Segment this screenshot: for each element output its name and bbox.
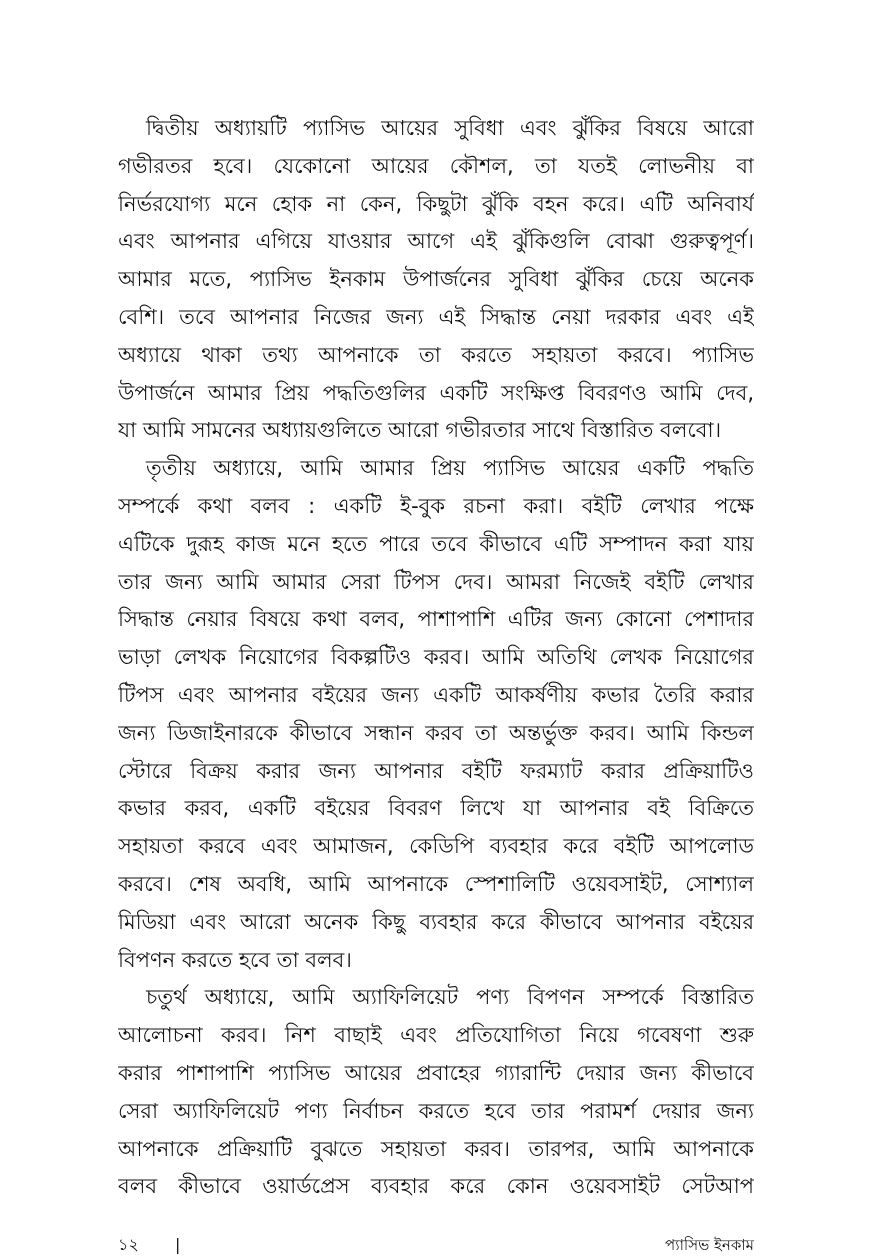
text-line: নির্ভরযোগ্য মনে হোক না কেন, কিছুটা ঝুঁকি বহন করে। এটি অনিবার্য <box>118 191 754 216</box>
text-line: আলোচনা করব। নিশ বাছাই এবং প্রতিযোগিতা নিয়ে গবেষণা শুরু <box>118 1023 754 1048</box>
text-line: বলব কীভাবে ওয়ার্ডপ্রেস ব্যবহার করে কোন ওয়েবসাইট সেটআপ <box>118 1174 754 1199</box>
text-line: তার জন্য আমি আমার সেরা টিপস দেব। আমরা নিজেই বইটি লেখার <box>118 569 754 594</box>
running-title: প্যাসিভ ইনকাম <box>665 1236 754 1254</box>
text-line: এবং আপনার এগিয়ে যাওয়ার আগে এই ঝুঁকিগুলি বোঝা গুরুত্বপূর্ণ। <box>118 229 754 254</box>
text-line: কভার করব, একটি বইয়ের বিবরণ লিখে যা আপনার বই বিক্রিতে <box>118 796 754 821</box>
paragraph-chapter-three <box>118 450 754 979</box>
text-line: তৃতীয় অধ্যায়ে, আমি আমার প্রিয় প্যাসিভ আয়ের একটি পদ্ধতি <box>146 456 754 481</box>
page-number: ১২ <box>118 1235 139 1254</box>
text-line: চতুর্থ অধ্যায়ে, আমি অ্যাফিলিয়েট পণ্য বিপণন সম্পর্কে বিস্তারিত <box>146 985 754 1010</box>
text-line: এটিকে দুরূহ কাজ মনে হতে পারে তবে কীভাবে এটি সম্পাদন করা যায় <box>118 531 754 556</box>
text-line: সেরা অ্যাফিলিয়েট পণ্য নির্বাচন করতে হবে তার পরামর্শ দেয়ার জন্য <box>118 1098 754 1123</box>
text-line: মিডিয়া এবং আরো অনেক কিছু ব্যবহার করে কীভাবে আপনার বইয়ের <box>118 909 754 934</box>
body-text <box>118 110 754 1206</box>
text-line: জন্য ডিজাইনারকে কীভাবে সন্ধান করব তা অন্তর্ভুক্ত করব। আমি কিন্ডল <box>118 720 754 745</box>
text-line: সহায়তা করবে এবং আমাজন, কেডিপি ব্যবহার করে বইটি আপলোড <box>118 834 754 859</box>
text-line: টিপস এবং আপনার বইয়ের জন্য একটি আকর্ষণীয় কভার তৈরি করার <box>118 682 754 707</box>
text-line: সম্পর্কে কথা বলব : একটি ই-বুক রচনা করা। বইটি লেখার পক্ষে <box>118 493 754 518</box>
text-line: করবে। শেষ অবধি, আমি আপনাকে স্পেশালিটি ওয়েবসাইট, সোশ্যাল <box>118 871 754 896</box>
paragraph-chapter-four <box>118 979 754 1206</box>
footer-divider: | <box>175 1235 181 1254</box>
text-line: দ্বিতীয় অধ্যায়টি প্যাসিভ আয়ের সুবিধা এবং ঝুঁকির বিষয়ে আরো <box>146 116 754 140</box>
page-footer <box>118 1233 754 1257</box>
text-line: সিদ্ধান্ত নেয়ার বিষয়ে কথা বলব, পাশাপাশি এটির জন্য কোনো পেশাদার <box>118 607 754 632</box>
text-line: স্টোরে বিক্রয় করার জন্য আপনার বইটি ফরম্যাট করার প্রক্রিয়াটিও <box>118 758 754 783</box>
text-line: আপনাকে প্রক্রিয়াটি বুঝতে সহায়তা করব। তারপর, আমি আপনাকে <box>118 1136 754 1161</box>
text-line: গভীরতর হবে। যেকোনো আয়ের কৌশল, তা যতই লোভনীয় বা <box>118 153 754 178</box>
text-line: বেশি। তবে আপনার নিজের জন্য এই সিদ্ধান্ত নেয়া দরকার এবং এই <box>118 304 754 329</box>
text-line: যা আমি সামনের অধ্যায়গুলিতে আরো গভীরতার সাথে বিস্তারিত বলবো। <box>118 418 722 443</box>
text-line: উপার্জনে আমার প্রিয় পদ্ধতিগুলির একটি সংক্ষিপ্ত বিবরণও আমি দেব, <box>118 380 754 405</box>
text-line: অধ্যায়ে থাকা তথ্য আপনাকে তা করতে সহায়তা করবে। প্যাসিভ <box>118 342 754 367</box>
text-line: বিপণন করতে হবে তা বলব। <box>118 947 352 972</box>
text-line: আমার মতে, প্যাসিভ ইনকাম উপার্জনের সুবিধা ঝুঁকির চেয়ে অনেক <box>118 267 754 292</box>
text-line: করার পাশাপাশি প্যাসিভ আয়ের প্রবাহের গ্যারান্টি দেয়ার জন্য কীভাবে <box>118 1060 754 1085</box>
paragraph-chapter-two <box>118 110 754 450</box>
text-line: ভাড়া লেখক নিয়োগের বিকল্পটিও করব। আমি অতিথি লেখক নিয়োগের <box>118 645 754 670</box>
